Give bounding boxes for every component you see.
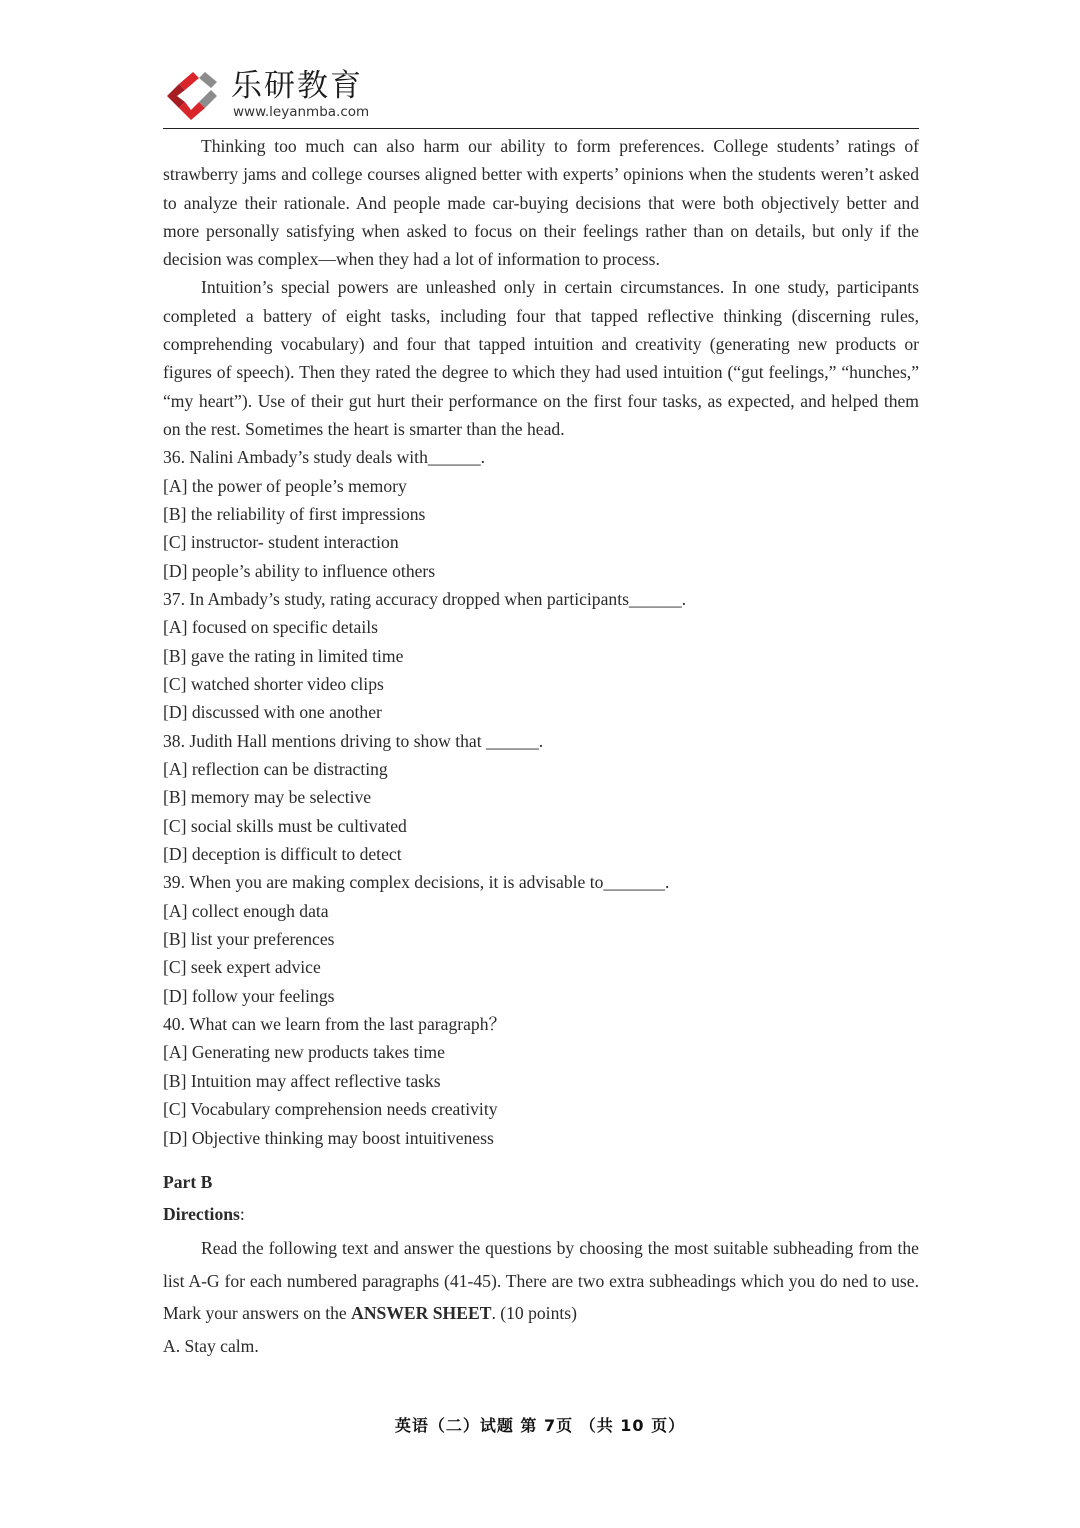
- question-option: [D] follow your feelings: [163, 985, 335, 1006]
- question-option: [D] deception is difficult to detect: [163, 844, 402, 865]
- question-option: [A] reflection can be distracting: [163, 759, 388, 780]
- question-option: [D] Objective thinking may boost intuitiveness: [163, 1127, 494, 1148]
- question-37: [163, 585, 919, 727]
- subheading-option-a: A. Stay calm.: [163, 1336, 259, 1357]
- directions-heading: [163, 1200, 919, 1228]
- question-option: [B] memory may be selective: [163, 787, 372, 808]
- brand-url: www.leyanmba.com: [233, 104, 370, 120]
- question-option: [B] list your preferences: [163, 929, 335, 950]
- page-content: [163, 132, 919, 1362]
- directions-colon: :: [239, 1203, 245, 1224]
- question-option: [B] gave the rating in limited time: [163, 645, 404, 666]
- question-option: [A] the power of people’s memory: [163, 475, 407, 496]
- directions-text: [163, 1232, 919, 1330]
- question-36: [163, 443, 919, 585]
- page-header: [163, 64, 919, 130]
- question-stem: 39. When you are making complex decisions, it is advisable to_______.: [163, 872, 670, 893]
- question-option: [C] instructor- student interaction: [163, 532, 399, 553]
- question-option: [B] the reliability of first impressions: [163, 503, 426, 524]
- question-option: [D] discussed with one another: [163, 702, 382, 723]
- page-footer: 英语（二）试题 第 7页 （共 10 页）: [394, 1416, 686, 1435]
- question-option: [A] focused on specific details: [163, 617, 378, 638]
- answer-sheet-label: ANSWER SHEET: [351, 1303, 492, 1324]
- question-option: [B] Intuition may affect reflective tasks: [163, 1070, 441, 1091]
- question-option: [C] social skills must be cultivated: [163, 815, 407, 836]
- question-option: [A] Generating new products takes time: [163, 1042, 445, 1063]
- part-b-title: Part B: [163, 1171, 213, 1192]
- question-option: [D] people’s ability to influence others: [163, 560, 436, 581]
- question-38: [163, 727, 919, 869]
- directions-text-start: Read the following text and answer the questions by choosing the most suitable subheading from the list A-G for each numbered paragraphs (41-45). There are two extra subheadings which you do ned to use. Mark your answers on the: [163, 1237, 919, 1324]
- question-40: [163, 1010, 919, 1152]
- question-option: [C] watched shorter video clips: [163, 674, 384, 695]
- brand-name: 乐研教育: [231, 68, 363, 104]
- question-option: [A] collect enough data: [163, 900, 329, 921]
- header-divider: [163, 128, 919, 129]
- passage-paragraph-2: Intuition’s special powers are unleashed only in certain circumstances. In one study, participants completed a battery of eight tasks, including four that tapped reflective thinking (discerning rules, comprehending vocabulary) and four that tapped intuition and creativity (generating new products or figures of speech). Then they rated the degree to which they had used intuition (“gut feelings,” “hunches,” “my heart”). Use of their gut hurt their performance on the first four tasks, as expected, and helped them on the rest. Sometimes the heart is smarter than the head.: [163, 277, 919, 439]
- question-stem: 38. Judith Hall mentions driving to show that ______.: [163, 730, 544, 751]
- question-option: [C] Vocabulary comprehension needs creativity: [163, 1099, 498, 1120]
- question-stem: 37. In Ambady’s study, rating accuracy dropped when participants______.: [163, 588, 687, 609]
- question-39: [163, 868, 919, 1010]
- question-stem: 40. What can we learn from the last paragraph？: [163, 1014, 507, 1035]
- directions-label: Directions: [163, 1203, 240, 1224]
- question-stem: 36. Nalini Ambady’s study deals with______.: [163, 447, 486, 468]
- passage-paragraph-1: Thinking too much can also harm our ability to form preferences. College students’ ratings of strawberry jams and college courses aligned better with experts’ opinions when the students weren’t asked to analyze their rationale. And people made car-buying decisions that were both objectively better and more personally satisfying when asked to focus on their feelings rather than on details, but only if the decision was complex—when they had a lot of information to process.: [163, 136, 919, 270]
- leyan-logo-icon: [165, 70, 223, 122]
- directions-text-end: . (10 points): [491, 1303, 577, 1324]
- question-option: [C] seek expert advice: [163, 957, 321, 978]
